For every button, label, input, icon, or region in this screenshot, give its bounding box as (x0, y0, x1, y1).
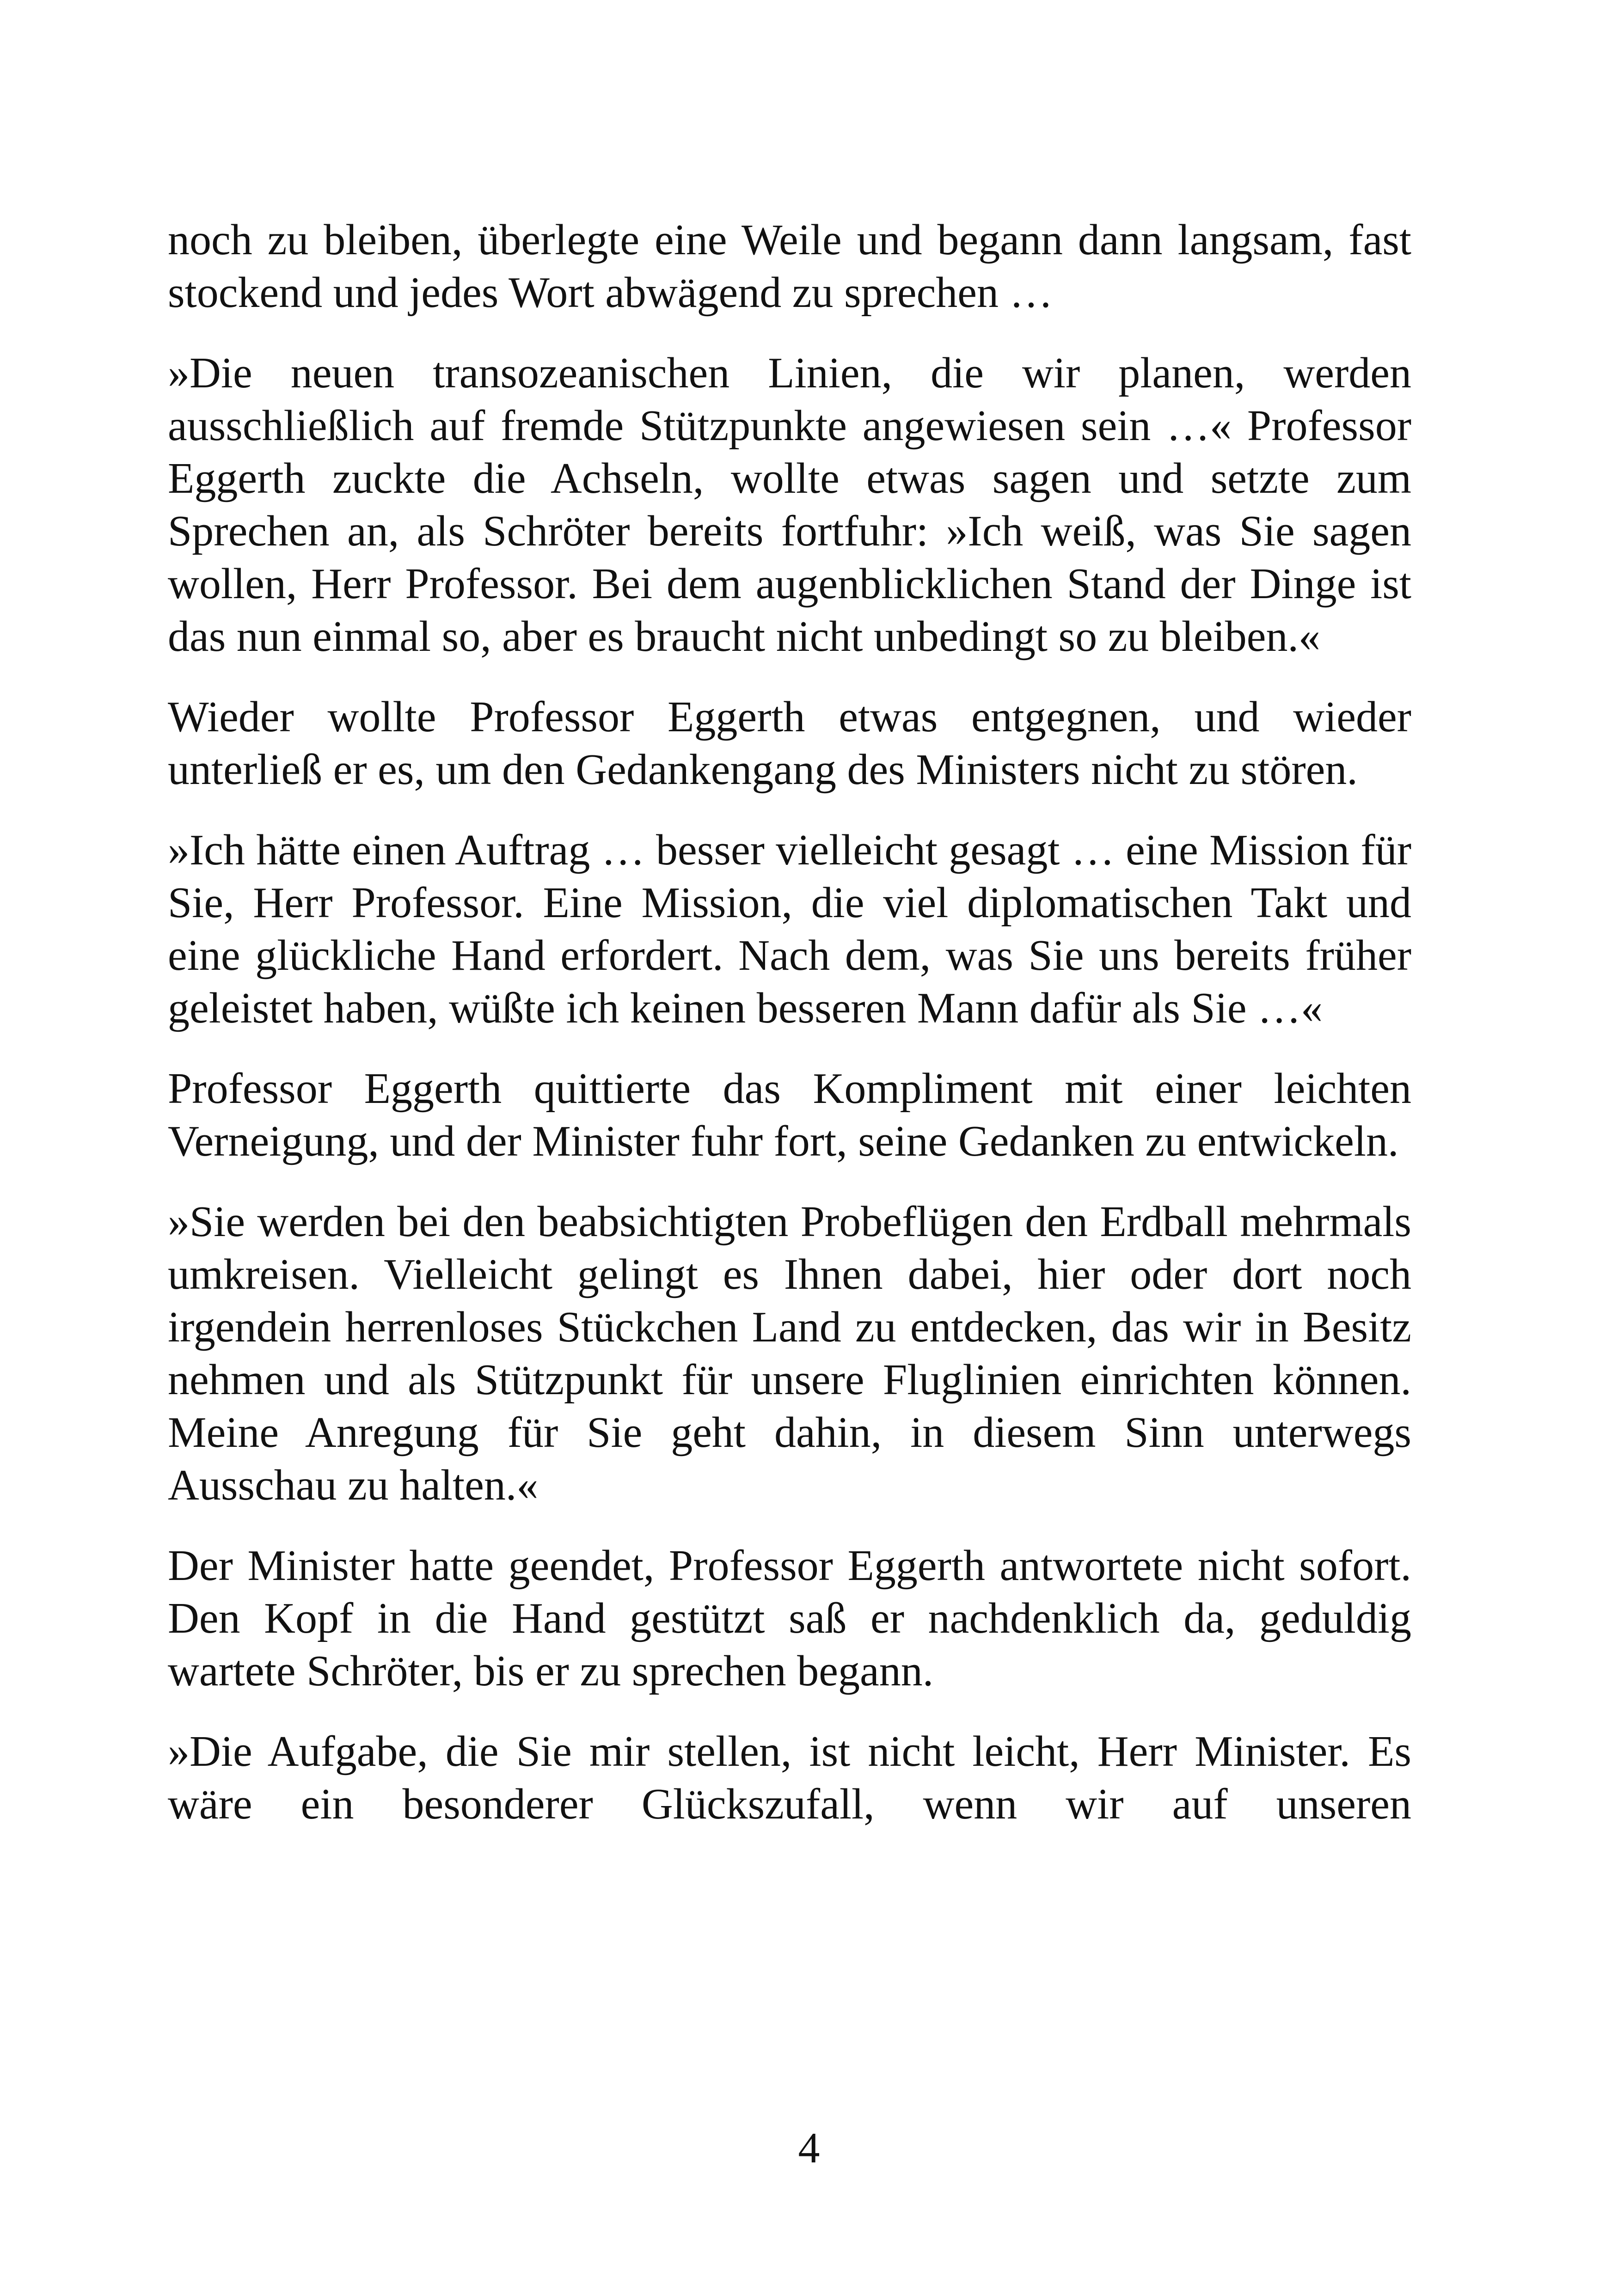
paragraph-1: noch zu bleiben, überlegte eine Weile und begann dann langsam, fast stockend und jedes Wort abwägend zu sprechen … (168, 216, 1411, 317)
paragraph-3: Wieder wollte Professor Eggerth etwas entgegnen, und wieder unterließ er es, um den Gedankengang des Ministers nicht zu stören. (168, 693, 1411, 794)
paragraph-4: »Ich hätte einen Auftrag … besser vielleicht gesagt … eine Mission für Sie, Herr Professor. Eine Mission, die viel diplomatischen Takt und eine glückliche Hand erfordert. Nach dem, was Sie uns bereits früher geleistet haben, wüßte ich keinen besseren Mann dafür als Sie …« (168, 826, 1411, 1032)
paragraph-2: »Die neuen transozeanischen Linien, die wir planen, werden ausschließlich auf fremde Stützpunkte angewiesen sein …« Professor Eggerth zuckte die Achseln, wollte etwas sagen und setzte zum Sprechen an, als Schröter bereits fortfuhr: »Ich weiß, was Sie sagen wollen, Herr Professor. Bei dem augenblicklichen Stand der Dinge ist das nun einmal so, aber es braucht nicht unbedingt so zu bleiben.« (168, 349, 1411, 661)
paragraph-8: »Die Aufgabe, die Sie mir stellen, ist nicht leicht, Herr Minister. Es wäre ein besonderer Glückszufall, wenn wir auf unseren (168, 1727, 1411, 1828)
paragraph-6: »Sie werden bei den beabsichtigten Probeflügen den Erdball mehrmals umkreisen. Vielleicht gelingt es Ihnen dabei, hier oder dort noch irgendein herrenloses Stückchen Land zu entdecken, das wir in Besitz nehmen und als Stützpunkt für unsere Fluglinien einrichten können. Meine Anregung für Sie geht dahin, in diesem Sinn unterwegs Ausschau zu halten.« (168, 1198, 1411, 1509)
paragraph-7: Der Minister hatte geendet, Professor Eggerth antwortete nicht sofort. Den Kopf in die Hand gestützt saß er nachdenklich da, geduldig wartete Schröter, bis er zu sprechen begann. (168, 1542, 1411, 1695)
body-text (168, 214, 1411, 1858)
page-number: 4 (798, 2124, 820, 2172)
paragraph-5: Professor Eggerth quittierte das Kompliment mit einer leichten Verneigung, und der Minister fuhr fort, seine Gedanken zu entwickeln. (168, 1065, 1411, 1165)
